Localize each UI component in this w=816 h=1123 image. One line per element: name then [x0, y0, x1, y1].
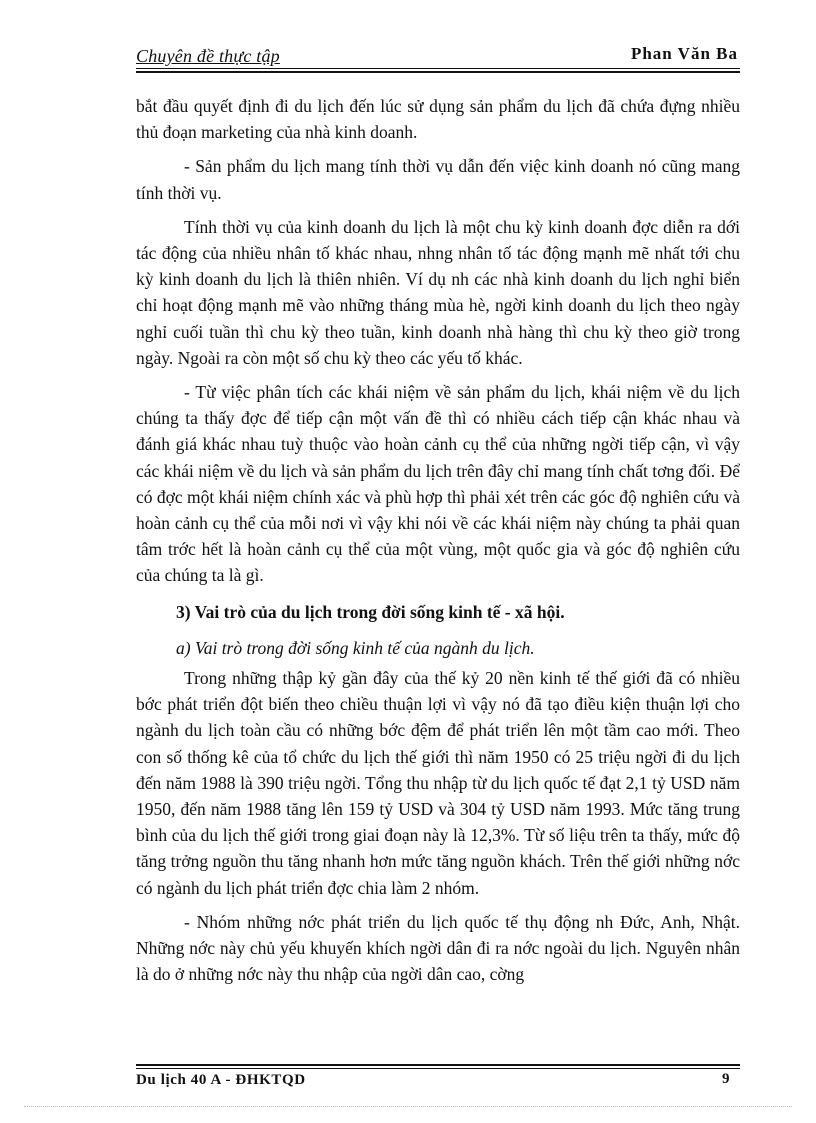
paragraph-3: Tính thời vụ của kinh doanh du lịch là một chu kỳ kinh doanh đợc diễn ra dới tác động của nhiều nhân tố khác nhau, nhng nhân tố tác động mạnh mẽ nhất tới chu kỳ kinh doanh du lịch là thiên nhiên. Ví dụ nh các nhà kinh doanh du lịch nghỉ biển chỉ hoạt động mạnh mẽ vào những tháng mùa hè, ngời kinh doanh du lịch theo ngày nghỉ cuối tuần thì chu kỳ theo tuần, kinh doanh nhà hàng thì chu kỳ theo giờ trong ngày. Ngoài ra còn một số chu kỳ theo các yếu tố khác. — [136, 216, 740, 368]
header-rule-thick — [136, 71, 740, 73]
paragraph-2: - Sản phẩm du lịch mang tính thời vụ dẫn đến việc kinh doanh nó cũng mang tính thời vụ. — [136, 156, 740, 203]
page-number: 9 — [722, 1071, 730, 1087]
page-edge-divider — [24, 1106, 792, 1107]
footer-class-label: Du lịch 40 A - ĐHKTQD — [136, 1072, 306, 1088]
paragraph-4: - Từ việc phân tích các khái niệm về sản phẩm du lịch, khái niệm về du lịch chúng ta thấy đợc để tiếp cận một vấn đề thì có nhiều cách tiếp cận khác nhau và đánh giá khác nhau tuỳ thuộc vào hoàn cảnh cụ thể của những ngời tiếp cận, vì vậy các khái niệm về du lịch và sản phẩm du lịch trên đây chỉ mang tính chất tơng đối. Để có đợc một khái niệm chính xác và phù hợp thì phải xét trên các góc độ nghiên cứu và hoàn cảnh cụ thể của mỗi nơi vì vậy khi nói về các khái niệm này chúng ta phải quan tâm trớc hết là hoàn cảnh cụ thể của một vùng, một quốc gia và góc độ nghiên cứu của chúng ta là gì. — [136, 382, 740, 586]
section-heading: 3) Vai trò của du lịch trong đời sống kinh tế - xã hội. — [176, 601, 565, 622]
paragraph-6: - Nhóm những nớc phát triển du lịch quốc tế thụ động nh Đức, Anh, Nhật. Những nớc này chủ yếu khuyến khích ngời dân đi ra nớc ngoài du lịch. Nguyên nhân là do ở những nớc này thu nhập của ngời dân cao, cờng — [136, 911, 740, 985]
header-rule — [136, 68, 740, 69]
page-body — [136, 93, 740, 996]
paragraph-1: bắt đầu quyết định đi du lịch đến lúc sử dụng sản phẩm du lịch đã chứa đựng nhiều thủ đoạn marketing của nhà kinh doanh. — [136, 96, 740, 143]
header-document-type: Chuyên đề thực tập — [136, 46, 280, 66]
paragraph-5: Trong những thập kỷ gần đây của thế kỷ 20 nền kinh tế thế giới đã có nhiều bớc phát triển đột biến theo chiều thuận lợi vì vậy nó đã tạo điều kiện thuận lợi cho ngành du lịch toàn cầu có những bớc đệm để phát triển lên một tầm cao mới. Theo con số thống kê của tổ chức du lịch thế giới thì năm 1950 có 25 triệu ngời đi du lịch đến năm 1988 là 390 triệu ngời. Tổng thu nhập từ du lịch quốc tế đạt 2,1 tỷ USD năm 1950, đến năm 1988 tăng lên 159 tỷ USD và 304 tỷ USD năm 1993. Mức tăng trung bình của du lịch thế giới trong giai đoạn này là 12,3%. Từ số liệu trên ta thấy, mức độ tăng trởng nguồn thu tăng nhanh hơn mức tăng nguồn khách. Trên thế giới những nớc có ngành du lịch phát triển đợc chia làm 2 nhóm. — [136, 668, 740, 898]
header-author: Phan Văn Ba — [630, 44, 738, 63]
footer-rule — [136, 1068, 740, 1069]
subsection-heading: a) Vai trò trong đời sống kinh tế của ngành du lịch. — [176, 637, 535, 658]
footer-rule-thick — [136, 1064, 740, 1066]
page-header — [136, 44, 740, 70]
